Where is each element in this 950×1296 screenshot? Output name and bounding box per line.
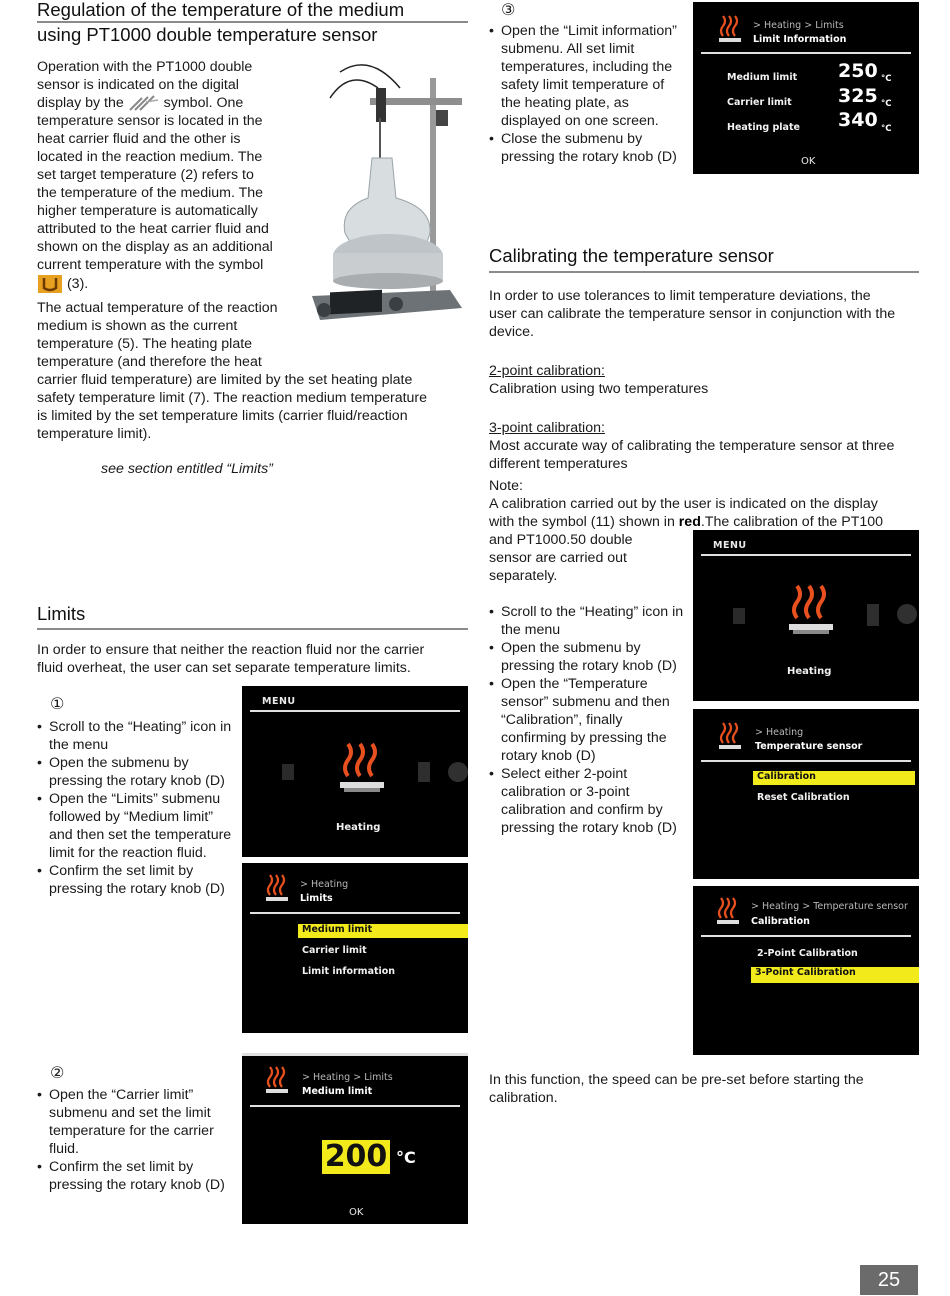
breadcrumb: > Heating > Temperature sensor bbox=[751, 901, 908, 912]
step-3-marker: ③ bbox=[501, 2, 516, 19]
heating-icon bbox=[715, 896, 741, 926]
screen-title: Temperature sensor bbox=[755, 741, 863, 752]
speed-note: In this function, the speed can be pre-set before starting the calibration. bbox=[489, 1072, 864, 1106]
calibration-steps bbox=[489, 603, 685, 837]
heating-icon bbox=[717, 721, 743, 751]
step-2-list bbox=[37, 1086, 237, 1194]
list-item: • Open the submenu by pressing the rotary knob (D) bbox=[489, 639, 685, 675]
screen-limits-list bbox=[242, 863, 468, 1033]
list-item: • Close the submenu by pressing the rotary knob (D) bbox=[489, 130, 679, 166]
breadcrumb: > Heating bbox=[300, 879, 349, 890]
heating-icon-carousel bbox=[723, 578, 919, 650]
screen-title: Limit Information bbox=[753, 34, 847, 45]
ok-button[interactable]: OK bbox=[349, 1207, 364, 1218]
menu-item-reset-calibration[interactable]: Reset Calibration bbox=[757, 792, 850, 803]
list-item: • Open the “Carrier limit” submenu and set the limit temperature for the carrier fluid. bbox=[37, 1086, 237, 1158]
unit-label: °C bbox=[396, 1148, 416, 1167]
list-item: • Open the submenu by pressing the rotary knob (D) bbox=[37, 754, 237, 790]
limits-intro: In order to ensure that neither the reaction fluid nor the carrier fluid overheat, the user can set separate temperature limits. bbox=[37, 642, 425, 676]
heating-icon bbox=[717, 14, 743, 44]
list-item: • Confirm the set limit by pressing the rotary knob (D) bbox=[37, 862, 237, 898]
breadcrumb: > Heating > Limits bbox=[753, 20, 844, 31]
list-item: • Select either 2-point calibration or 3-point calibration and confirm by pressing the rotary knob (D) bbox=[489, 765, 685, 837]
heating-caption: Heating bbox=[787, 666, 832, 677]
screen-title: Calibration bbox=[751, 916, 810, 927]
calibrating-heading: Calibrating the temperature sensor bbox=[489, 245, 774, 266]
breadcrumb: > Heating > Limits bbox=[302, 1072, 393, 1083]
two-point-text: Calibration using two temperatures bbox=[489, 381, 709, 397]
screen-menu-heating-2 bbox=[693, 530, 919, 701]
menu-label: MENU bbox=[262, 696, 296, 707]
menu-item-3-point-calibration[interactable]: 3-Point Calibration bbox=[751, 967, 919, 983]
list-item: • Open the “Limits” submenu followed by “Medium limit” and then set the temperature limit for the reaction fluid. bbox=[37, 790, 237, 862]
regulation-paragraph: Operation with the PT1000 double sensor is indicated on the digital display by the symbol. One temperature sensor is located in the heat carrier fluid and the other is located in the reaction medium. The set target temperature (2) refers to the temperature of the medium. The higher temperature is automatically attributed to the heat carrier fluid and shown on the display as an additional current temperature with the symbol (3). bbox=[37, 58, 307, 294]
heat-carrier-icon bbox=[37, 274, 63, 294]
screen-menu-heating-1 bbox=[242, 686, 468, 857]
ok-button[interactable]: OK bbox=[801, 156, 816, 167]
list-item: • Open the “Temperature sensor” submenu and then “Calibration”, finally confirming by pressing the rotary knob (D) bbox=[489, 675, 685, 765]
note-line-1: A calibration carried out by the user is indicated on the display bbox=[489, 496, 878, 512]
calibrating-rule bbox=[489, 271, 919, 273]
menu-item-2-point-calibration[interactable]: 2-Point Calibration bbox=[757, 948, 858, 959]
heating-icon bbox=[264, 873, 290, 903]
menu-item-limit-information[interactable]: Limit information bbox=[302, 966, 396, 977]
breadcrumb: > Heating bbox=[755, 727, 804, 738]
heating-caption: Heating bbox=[336, 822, 381, 833]
note-rest: and PT1000.50 double sensor are carried out separately. bbox=[489, 532, 633, 584]
screen-medium-limit bbox=[242, 1053, 468, 1224]
note-label: Note: bbox=[489, 478, 523, 494]
list-item: • Scroll to the “Heating” icon in the menu bbox=[37, 718, 237, 754]
regulation-heading-line1: Regulation of the temperature of the medium bbox=[37, 0, 405, 20]
double-sensor-icon bbox=[128, 94, 160, 112]
menu-label: MENU bbox=[713, 540, 747, 551]
see-section-note: see section entitled “Limits” bbox=[101, 461, 273, 477]
hotplate-stirrer-illustration bbox=[300, 58, 468, 330]
regulation-heading-line2: using PT1000 double temperature sensor bbox=[37, 24, 378, 45]
menu-item-calibration[interactable]: Calibration bbox=[753, 771, 915, 785]
screen-title: Medium limit bbox=[302, 1086, 373, 1097]
screen-title: Limits bbox=[300, 893, 333, 904]
three-point-title: 3-point calibration: bbox=[489, 420, 605, 436]
step-3-list bbox=[489, 22, 679, 166]
step-1-marker: ① bbox=[50, 696, 65, 713]
list-item: • Scroll to the “Heating” icon in the menu bbox=[489, 603, 685, 639]
menu-item-medium-limit[interactable]: Medium limit bbox=[298, 924, 468, 938]
heating-icon bbox=[264, 1065, 290, 1095]
heating-icon-carousel bbox=[272, 736, 468, 806]
page-number: 25 bbox=[860, 1265, 918, 1295]
step-1-list bbox=[37, 718, 237, 898]
two-point-title: 2-point calibration: bbox=[489, 363, 605, 379]
list-item: • Confirm the set limit by pressing the rotary knob (D) bbox=[37, 1158, 237, 1194]
calibrating-intro: In order to use tolerances to limit temperature deviations, the user can calibrate the temperature sensor in conjunction with the device. bbox=[489, 288, 896, 340]
note-line-2: with the symbol (11) shown in red.The calibration of the PT100 bbox=[489, 514, 884, 530]
regulation-paragraph-2: The actual temperature of the reaction medium is shown as the current temperature (5). The heating plate temperature (and therefore the heat carrier fluid temperature) are limited by the set heating plate safety temperature limit (7). The reaction medium temperature is limited by the set temperature limits (carrier fluid/reaction temperature limit). bbox=[37, 300, 428, 442]
menu-item-carrier-limit[interactable]: Carrier limit bbox=[302, 945, 367, 956]
medium-limit-value[interactable]: 200 bbox=[322, 1140, 390, 1174]
limits-heading: Limits bbox=[37, 603, 86, 624]
screen-limit-information: > Heating > Limits Limit Information Medium limit 250 °C Carrier limit 325 °C Heating plate 340 °C OK bbox=[693, 2, 919, 174]
step-2-marker: ② bbox=[50, 1065, 65, 1082]
limits-rule bbox=[37, 628, 468, 630]
three-point-text: Most accurate way of calibrating the temperature sensor at three different temperatures bbox=[489, 438, 895, 472]
list-item: • Open the “Limit information” submenu. All set limit temperatures, including the safety limit temperature of the heating plate, as displayed on one screen. bbox=[489, 22, 679, 130]
screen-temperature-sensor bbox=[693, 709, 919, 879]
screen-calibration bbox=[693, 886, 919, 1055]
